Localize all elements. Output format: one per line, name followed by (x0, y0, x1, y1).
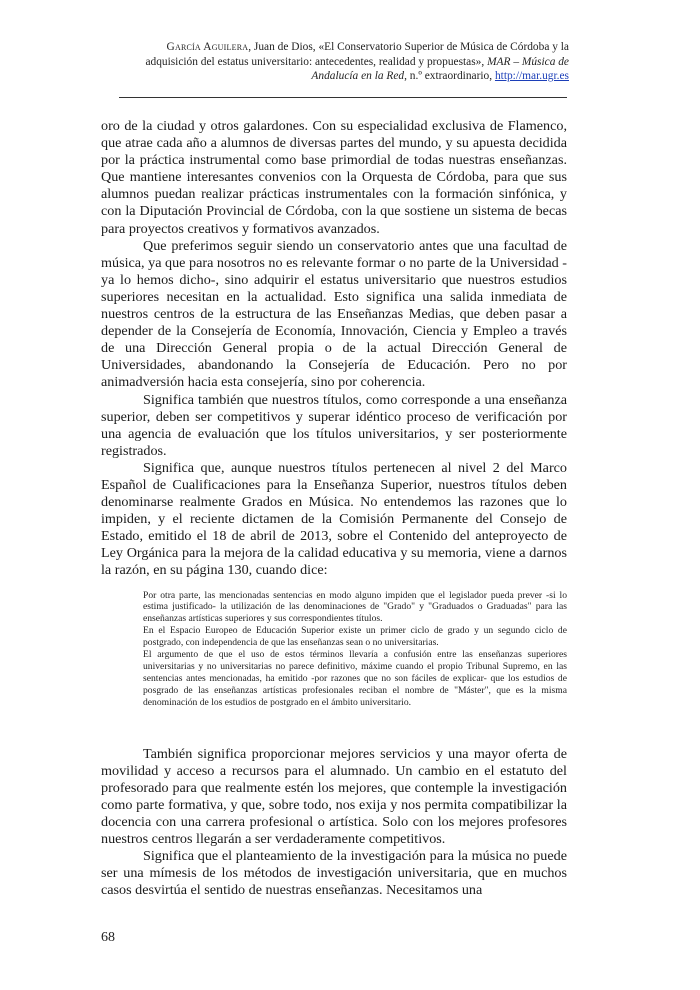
header-line2: adquisición del estatus universitario: antecedentes, realidad y propuestas», (145, 55, 488, 68)
header-url-link[interactable]: http://mar.ugr.es (494, 70, 569, 83)
paragraph-6: Significa que el planteamiento de la investigación para la música no puede ser una mímesis de los métodos de investigación universitaria, que en muchos casos desvirtúa el sentido de nuestras enseñanzas. Necesitamos una (101, 848, 567, 899)
main-text (101, 118, 567, 899)
paragraph-4: Significa que, aunque nuestros títulos pertenecen al nivel 2 del Marco Español de Cualificaciones para la Enseñanza Superior, nuestros títulos deben denominarse realmente Grados en Música. No entendemos las razones que lo impiden, y el reciente dictamen de la Comisión Permanente del Consejo de Estado, emitido el 18 de abril de 2013, sobre el Contenido del anteproyecto de Ley Orgánica para la mejora de la calidad educativa y su memoria, viene a darnos la razón, en su página 130, cuando dice: (101, 459, 567, 579)
paragraph-3: Significa también que nuestros títulos, como corresponde a una enseñanza superior, deben ser competitivos y superar idéntico proceso de verificación por una agencia de evaluación que los títulos universitarios, y ser posteriormente registrados. (101, 391, 567, 459)
header-line1: , Juan de Dios, «El Conservatorio Superior de Música de Córdoba y la (248, 41, 569, 53)
header-journal-b: Andalucía en la Red (311, 70, 405, 83)
quote-paragraph-2: En el Espacio Europeo de Educación Superior existe un primer ciclo de grado y un segundo ciclo de postgrado, con independencia de que las enseñanzas sean o no universitarias. (143, 625, 567, 649)
page-number: 68 (101, 930, 115, 945)
header-journal-a: MAR – Música de (487, 55, 569, 68)
paragraph-1: oro de la ciudad y otros galardones. Con su especialidad exclusiva de Flamenco, que atrae cada año a alumnos de diversas partes del mundo, y su apuesta decidida por la práctica instrumental como base primordial de todas nuestras enseñanzas. Que mantiene interesantes convenios con la Orquesta de Córdoba, para que sus alumnos puedan realizar prácticas instrumentales con la formación sinfónica, y con la Diputación Provincial de Córdoba, con la que sostiene un sistema de becas para proyectos creativos y formativos avanzados. (101, 118, 567, 237)
paragraph-5: También significa proporcionar mejores servicios y una mayor oferta de movilidad y acceso a recursos para el alumnado. Un cambio en el estatuto del profesorado para que realmente estén los mejores, que contemple la investigación como parte formativa, y que, sobre todo, nos exija y nos permita compatibilizar la docencia con una carrera profesional o artística. Solo con los mejores profesores nuestros centros llegarán a ser verdaderamente competitivos. (101, 745, 567, 848)
paragraph-2: Que preferimos seguir siendo un conservatorio antes que una facultad de música, ya que para nosotros no es relevante formar o no parte de la Universidad -ya lo hemos dicho-, sino adquirir el estatus universitario que nuestros estudios superiores necesitan en la actualidad. Esto significa una salida inmediata de nuestros centros de la estructura de las Enseñanzas Medias, que deben pasar a depender de la Consejería de Economía, Innovación, Ciencia y Empleo a través de una Dirección General propia o de la actual Dirección General de Universidades, abandonando la Consejería de Educación. Pero no por animadversión hacia esta consejería, sino por coherencia. (101, 237, 567, 391)
quote-paragraph-3: El argumento de que el uso de estos términos llevaría a confusión entre las enseñanzas superiores universitarias y no universitarias no parece definitivo, máxime cuando el propio Tribunal Supremo, en las sentencias antes mencionadas, ha emitido -por razones que no son fáciles de explicar- que los estudios de posgrado de las enseñanzas artísticas profesionales reciban el nombre de "Máster", que es la misma denominación de los estudios de postgrado en el ámbito universitario. (143, 649, 567, 708)
quote-paragraph-1: Por otra parte, las mencionadas sentencias en modo alguno impiden que el legislador pueda prever -si lo estima justificado- la utilización de las denominaciones de "Grado" y "Graduados o Graduadas" para las enseñanzas artísticas superiores y sus correspondientes títulos. (143, 589, 567, 625)
header-issue: , n.º extraordinario, (404, 70, 495, 83)
header-author: García Aguilera (166, 41, 249, 53)
block-quote (143, 590, 567, 709)
running-header (109, 40, 569, 84)
header-rule (119, 97, 567, 98)
